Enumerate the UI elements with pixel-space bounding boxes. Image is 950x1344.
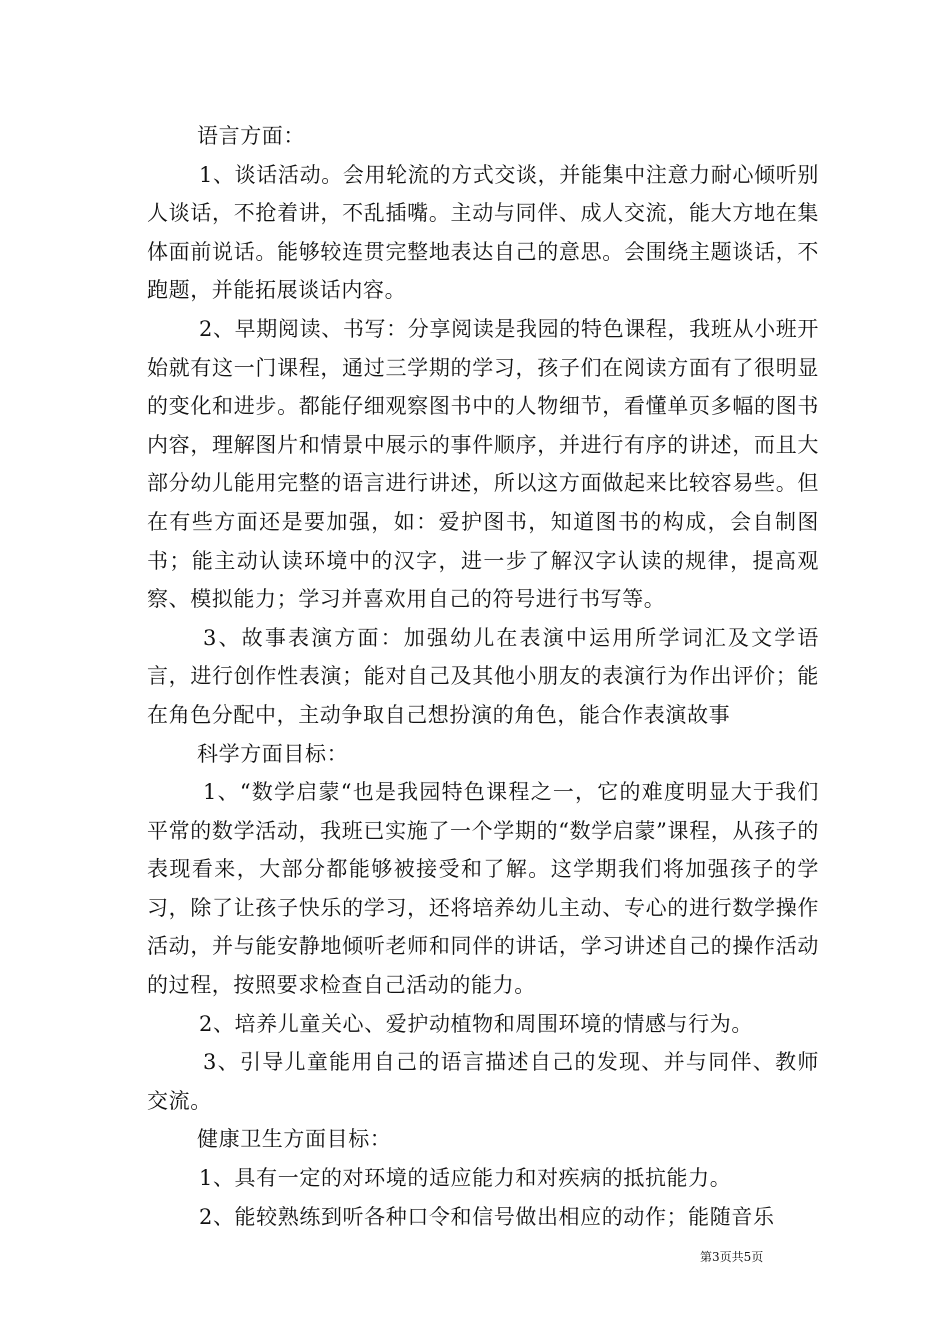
paragraph-story-performance: 3、故事表演方面：加强幼儿在表演中运用所学词汇及文学语言，进行创作性表演；能对自己及其他小朋友的表演行为作出评价；能在角色分配中，主动争取自己想扮演的角色，能合作表演故事 [147, 625, 819, 727]
paragraph-care-for-environment: 2、培养儿童关心、爱护动植物和周围环境的情感与行为。 [199, 1011, 753, 1036]
paragraph-adaptability: 1、具有一定的对环境的适应能力和对疾病的抵抗能力。 [199, 1166, 732, 1191]
paragraph-commands-and-music: 2、能较熟练到听各种口令和信号做出相应的动作；能随音乐 [199, 1204, 775, 1229]
paragraph-language-description: 3、引导儿童能用自己的语言描述自己的发现、并与同伴、教师交流。 [147, 1050, 819, 1113]
document-body [147, 117, 819, 1236]
section-heading-language: 语言方面： [197, 124, 305, 148]
paragraph-early-reading-writing: 2、早期阅读、书写：分享阅读是我园的特色课程，我班从小班开始就有这一门课程，通过三学期的学习，孩子们在阅读方面有了很明显的变化和进步。都能仔细观察图书中的人物细节，看懂单页多幅的图书内容，理解图片和情景中展示的事件顺序，并进行有序的讲述，而且大部分幼儿能用完整的语言进行讲述，所以这方面做起来比较容易些。但在有些方面还是要加强，如：爱护图书，知道图书的构成，会自制图书；能主动认读环境中的汉字，进一步了解汉字认读的规律，提高观察、模拟能力；学习并喜欢用自己的符号进行书写等。 [147, 316, 819, 612]
section-heading-science: 科学方面目标： [197, 741, 349, 766]
paragraph-math-enlightenment: 1、“数学启蒙“也是我园特色课程之一，它的难度明显大于我们平常的数学活动，我班已实施了一个学期的“数学启蒙”课程，从孩子的表现看来，大部分都能够被接受和了解。这学期我们将加强孩子的学习，除了让孩子快乐的学习，还将培养幼儿主动、专心的进行数学操作活动，并与能安静地倾听老师和同伴的讲话，学习讲述自己的操作活动的过程，按照要求检查自己活动的能力。 [147, 780, 819, 998]
page-number-footer: 第3页共5页 [700, 1250, 764, 1264]
paragraph-conversation-activity: 1、谈话活动。会用轮流的方式交谈，并能集中注意力耐心倾听别人谈话，不抢着讲，不乱插嘴。主动与同伴、成人交流，能大方地在集体面前说话。能够较连贯完整地表达自己的意思。会围绕主题谈话，不跑题，并能拓展谈话内容。 [147, 162, 819, 303]
section-heading-health: 健康卫生方面目标： [197, 1127, 392, 1152]
